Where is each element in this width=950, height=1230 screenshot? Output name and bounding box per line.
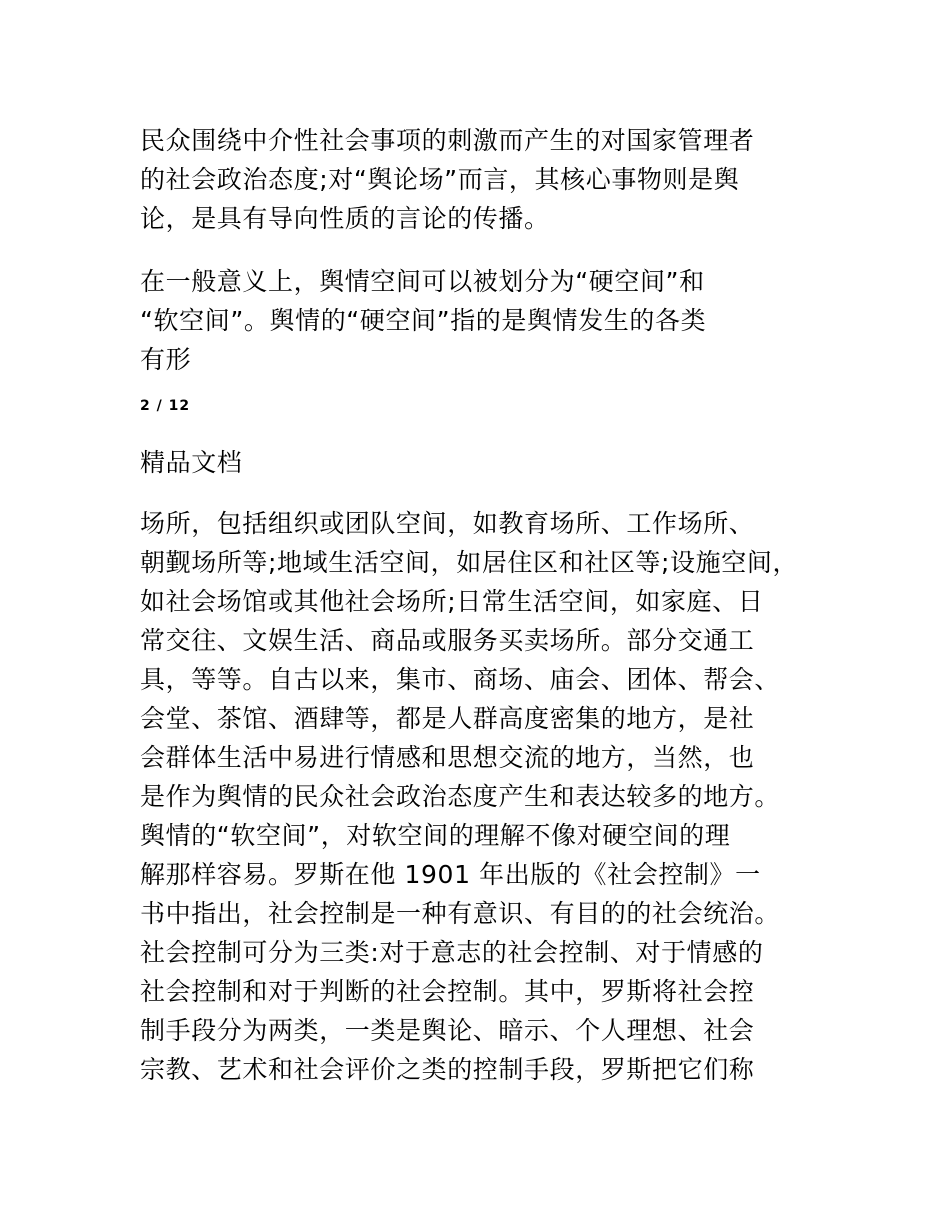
paragraph-line: 朝觐场所等;地域生活空间，如居住区和社区等;设施空间， xyxy=(140,548,799,577)
paragraph-line: 常交往、文娱生活、商品或服务买卖场所。部分交通工 xyxy=(140,626,755,655)
paragraph-line: 有形 xyxy=(140,345,192,374)
paragraph-line: 民众围绕中介性社会事项的刺激而产生的对国家管理者 xyxy=(140,126,755,155)
page-number: 2 / 12 xyxy=(140,398,191,414)
paragraph-line: 会群体生活中易进行情感和思想交流的地方，当然，也 xyxy=(140,743,755,772)
paragraph-line: 如社会场馆或其他社会场所;日常生活空间，如家庭、日 xyxy=(140,587,764,616)
paragraph-line: 在一般意义上，舆情空间可以被划分为“硬空间”和 xyxy=(140,267,705,296)
paragraph-line: 舆情的“软空间”，对软空间的理解不像对硬空间的理 xyxy=(140,821,731,850)
paragraph-line: 宗教、艺术和社会评价之类的控制手段，罗斯把它们称 xyxy=(140,1055,755,1084)
paragraph-line: 社会控制和对于判断的社会控制。其中，罗斯将社会控 xyxy=(140,977,755,1006)
paragraph-line: 社会控制可分为三类:对于意志的社会控制、对于情感的 xyxy=(140,938,764,967)
paragraph-line: 书中指出，社会控制是一种有意识、有目的的社会统治。 xyxy=(140,899,781,928)
paragraph-line: 制手段分为两类，一类是舆论、暗示、个人理想、社会 xyxy=(140,1016,755,1045)
paragraph-3 xyxy=(140,504,840,1089)
paragraph-line: 是作为舆情的民众社会政治态度产生和表达较多的地方。 xyxy=(140,782,781,811)
paragraph-line: 场所，包括组织或团队空间，如教育场所、工作场所、 xyxy=(140,509,755,538)
paragraph-line: 解那样容易。罗斯在他 1901 年出版的《社会控制》一 xyxy=(140,860,761,889)
document-label: 精品文档 xyxy=(140,448,243,477)
paragraph-line: 论，是具有导向性质的言论的传播。 xyxy=(140,204,550,233)
paragraph-1 xyxy=(140,121,840,238)
paragraph-2 xyxy=(140,262,840,379)
paragraph-line: “软空间”。舆情的“硬空间”指的是舆情发生的各类 xyxy=(140,306,707,335)
paragraph-line: 具，等等。自古以来，集市、商场、庙会、团体、帮会、 xyxy=(140,665,781,694)
paragraph-line: 会堂、茶馆、酒肆等，都是人群高度密集的地方，是社 xyxy=(140,704,755,733)
paragraph-line: 的社会政治态度;对“舆论场”而言，其核心事物则是舆 xyxy=(140,165,740,194)
